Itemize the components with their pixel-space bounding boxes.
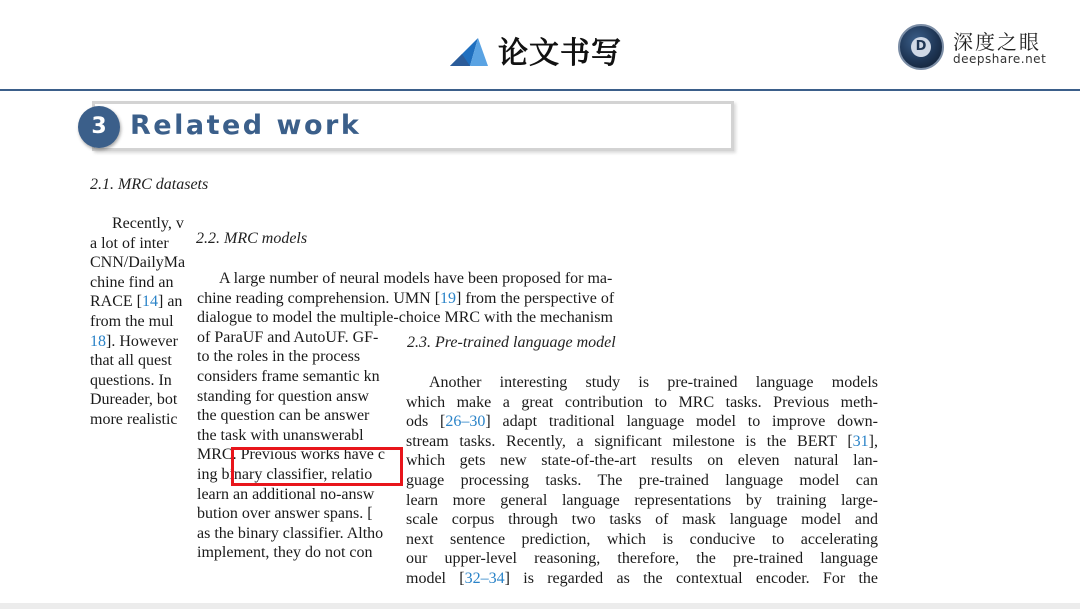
text-line: bution over answer spans. [ xyxy=(197,505,373,523)
excerpt-heading: 2.1. MRC datasets xyxy=(90,176,209,193)
text-line: of ParaUF and AutoUF. GF- xyxy=(197,328,379,346)
text-line: stream tasks. Recently, a significant milestone is the BERT [31], xyxy=(406,432,878,450)
text-line: that all quest xyxy=(90,352,172,370)
text-line: learn more general language representations by training large- xyxy=(406,491,878,509)
excerpt-body xyxy=(90,214,185,430)
text-line: Dureader, bot xyxy=(90,391,178,409)
text-line: the task with unanswerabl xyxy=(197,426,364,444)
excerpt-body xyxy=(406,373,878,589)
text-line: from the mul xyxy=(90,312,174,330)
text-line: MRC. Previous works have c xyxy=(197,446,385,464)
text-line: questions. In xyxy=(90,371,172,389)
text-line: ing binary classifier, relatio xyxy=(197,465,373,483)
text-line: chine find an xyxy=(90,273,174,291)
text-line: considers frame semantic kn xyxy=(197,367,380,385)
text-line: learn an additional no-answ xyxy=(197,485,375,503)
text-line: which gets new state-of-the-art results on eleven natural lan- xyxy=(406,452,878,470)
text-line: Recently, v xyxy=(112,215,184,232)
slide-bottom-edge xyxy=(0,603,1080,609)
text-line: model [32–34] is regarded as the contextual encoder. For the xyxy=(406,569,878,587)
text-line: more realistic xyxy=(90,410,178,428)
paper-excerpt-pretrained-lm xyxy=(400,330,890,592)
text-line: standing for question answ xyxy=(197,387,369,405)
header-title: 论文书写 xyxy=(498,36,622,71)
text-line: our upper-level reasoning, therefore, the pre-trained language xyxy=(406,550,878,568)
text-line: 18]. However xyxy=(90,332,178,350)
text-line: implement, they do not con xyxy=(197,544,373,562)
text-line: A large number of neural models have been proposed for ma- xyxy=(219,270,613,287)
slide-header xyxy=(0,0,1080,92)
eye-logo-icon xyxy=(898,24,944,70)
header-divider xyxy=(0,89,1080,91)
red-highlight-box xyxy=(231,447,403,486)
text-line: the question can be answer xyxy=(197,407,370,425)
brand-name-en: deepshare.net xyxy=(953,52,1047,66)
section-title: Related work xyxy=(130,110,362,141)
brand-name-cn: 深度之眼 xyxy=(953,30,1041,54)
brand-initial: D xyxy=(911,37,931,57)
text-line: as the binary classifier. Altho xyxy=(197,524,384,542)
excerpt-heading: 2.3. Pre-trained language model xyxy=(407,334,616,351)
brand-logo xyxy=(898,24,1068,72)
text-line: to the roles in the process xyxy=(197,348,361,366)
section-number-badge: 3 xyxy=(78,106,120,148)
text-line: scale corpus through two tasks of mask language model and xyxy=(406,511,878,529)
blue-triangle-logo-icon xyxy=(448,36,490,68)
text-line: next sentence prediction, which is conducive to accelerating xyxy=(406,530,878,548)
text-line: a lot of inter xyxy=(90,234,169,252)
text-line: guage processing tasks. The pre-trained language model can xyxy=(406,471,878,489)
text-line: chine reading comprehension. UMN [19] from the perspective of xyxy=(197,289,615,307)
text-line: dialogue to model the multiple-choice MRC with the mechanism xyxy=(197,309,613,327)
excerpt-heading: 2.2. MRC models xyxy=(196,230,308,247)
text-line: CNN/DailyMa xyxy=(90,254,186,272)
text-line: ods [26–30] adapt traditional language model to improve down- xyxy=(406,413,878,431)
text-line: which make a great contribution to MRC tasks. Previous meth- xyxy=(406,393,878,411)
text-line: Another interesting study is pre-trained language models xyxy=(429,374,878,391)
text-line: RACE [14] an xyxy=(90,293,183,311)
